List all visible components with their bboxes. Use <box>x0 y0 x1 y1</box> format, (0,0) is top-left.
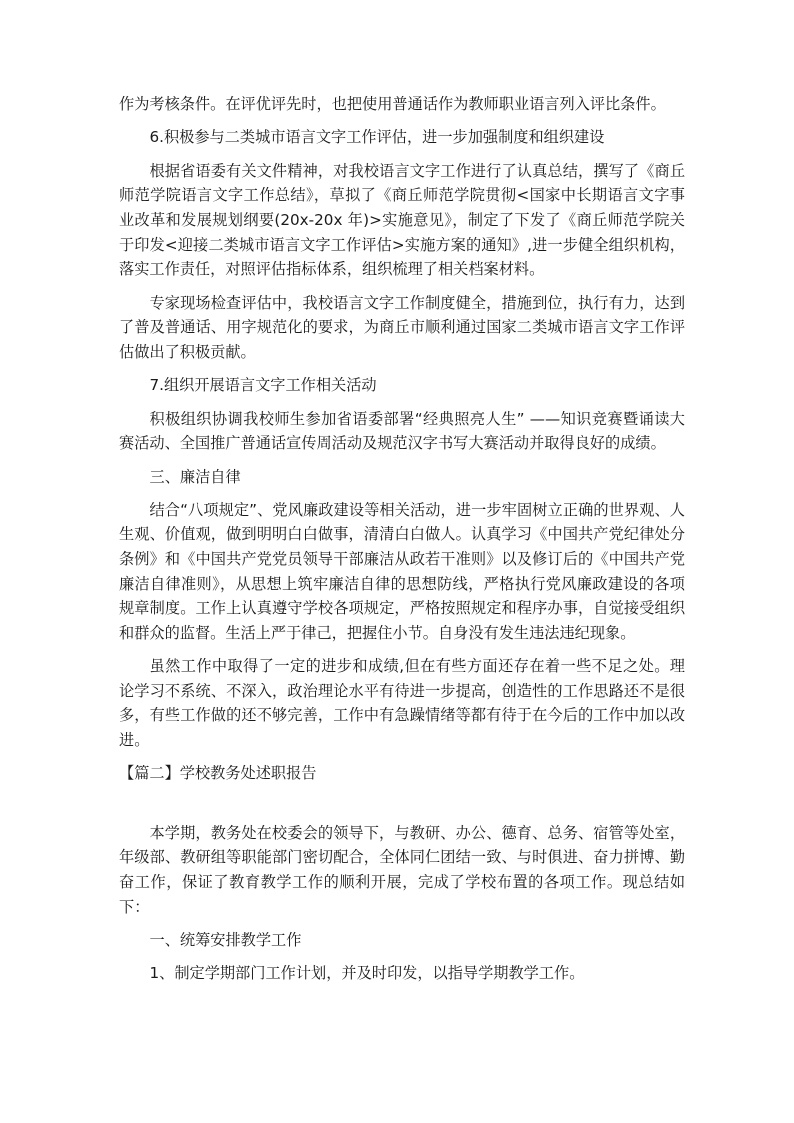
paragraph: 根据省语委有关文件精神，对我校语言文字工作进行了认真总结，撰写了《商丘师范学院语言文字工作总结》，草拟了《商丘师范学院贯彻<国家中长期语言文字事业改革和发展规划纲要(20x-20x 年)>实施意见》，制定了下发了《商丘师范学院关于印发<迎接二类城市语言文字工作评估>实施方案的通知》,进一步健全组织机构，落实工作责任，对照评估指标体系，组织梳理了相关档案材料。 <box>119 161 685 279</box>
blank-line <box>119 795 685 821</box>
paragraph: 本学期，教务处在校委会的领导下，与教研、办公、德育、总务、宿管等处室，年级部、教研组等职能部门密切配合，全体同仁团结一致、与时俱进、奋力拼博、勤奋工作，保证了教育教学工作的顺利开展，完成了学校布置的各项工作。现总结如下： <box>119 823 685 916</box>
paragraph: 积极组织协调我校师生参加省语委部署“经典照亮人生” ——知识竞赛暨诵读大赛活动、全国推广普通话宣传周活动及规范汉字书写大赛活动并取得良好的成绩。 <box>119 409 685 453</box>
section-heading: 三、廉洁自律 <box>149 467 241 486</box>
subheading: 7.组织开展语言文字工作相关活动 <box>149 376 377 395</box>
paragraph: 作为考核条件。在评优评先时，也把使用普通话作为教师职业语言列入评比条件。 <box>119 95 666 113</box>
list-item: 1、制定学期部门工作计划，并及时印发，以指导学期教学工作。 <box>149 964 585 983</box>
paragraph: 结合“八项规定”、党风廉政建设等相关活动，进一步牢固树立正确的世界观、人生观、价值观，做到明明白白做事，清清白白做人。认真学习《中国共产党纪律处分条例》和《中国共产党党员领导干部廉洁从政若干准则》以及修订后的《中国共产党廉洁自律准则》，从思想上筑牢廉洁自律的思想防线，严格执行党风廉政建设的各项规章制度。工作上认真遵守学校各项规定，严格按照规定和程序办事，自觉接受组织和群众的监督。生活上严于律己，把握住小节。自身没有发生违法违纪现象。 <box>119 500 685 642</box>
section-title: 【篇二】学校教务处述职报告 <box>119 764 317 783</box>
document-page <box>119 92 685 995</box>
paragraph: 专家现场检查评估中，我校语言文字工作制度健全，措施到位，执行有力，达到了普及普通话、用字规范化的要求，为商丘市顺利通过国家二类城市语言文字工作评估做出了积极贡献。 <box>119 293 685 361</box>
subheading: 6.积极参与二类城市语言文字工作评估，进一步加强制度和组织建设 <box>149 128 605 147</box>
paragraph: 虽然工作中取得了一定的进步和成绩,但在有些方面还存在着一些不足之处。理论学习不系统、不深入，政治理论水平有待进一步提高，创造性的工作思路还不是很多，有些工作做的还不够完善，工作中有急躁情绪等都有待于在今后的工作中加以改进。 <box>119 657 685 750</box>
section-heading: 一、统筹安排教学工作 <box>149 930 302 949</box>
